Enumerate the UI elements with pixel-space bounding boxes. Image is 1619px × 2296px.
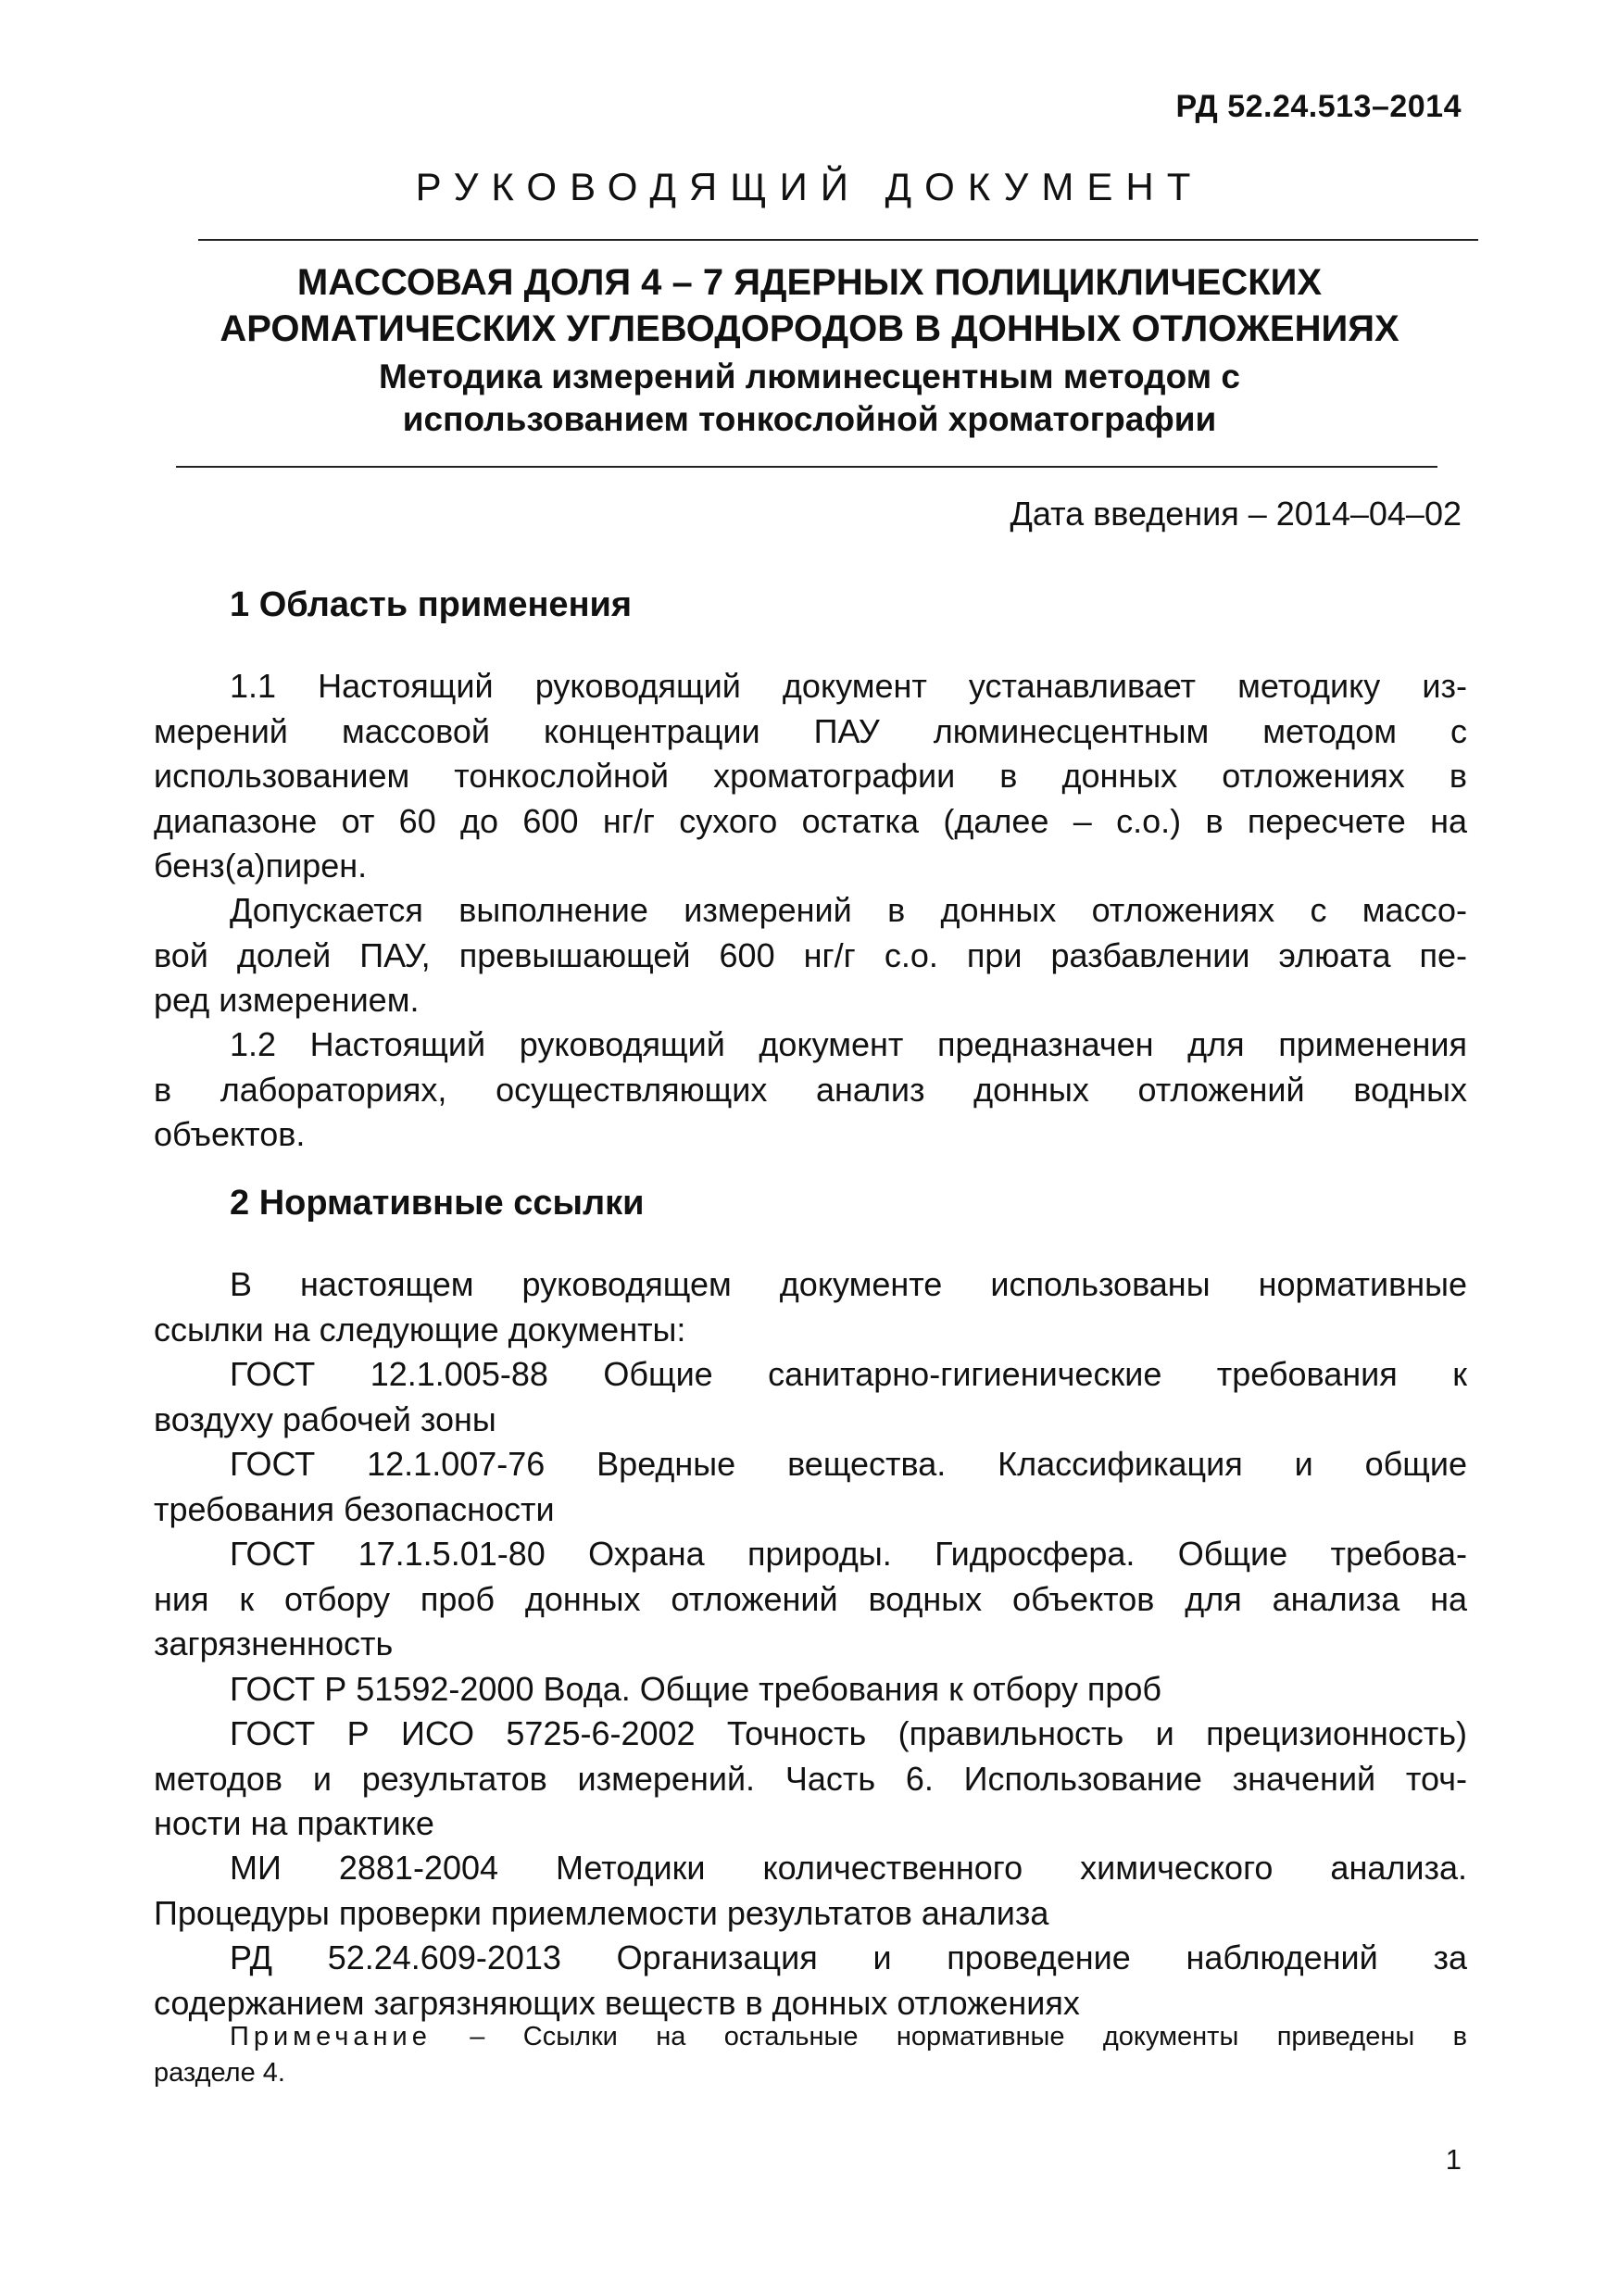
paragraph-line: 1.2 Настоящий руководящий документ предназначен для применения (230, 1025, 1467, 1063)
reference-line: ГОСТ 12.1.007-76 Вредные вещества. Классификация и общие (230, 1445, 1467, 1483)
reference-gost-r-51592 (154, 1667, 1467, 1713)
reference-line: ГОСТ 12.1.005-88 Общие санитарно-гигиенические требования к (230, 1355, 1467, 1393)
document-subtitle (0, 356, 1619, 441)
paragraph-line: диапазоне от 60 до 600 нг/г сухого остатка (далее – с.о.) в пересчете на (154, 801, 1467, 840)
reference-line: ности на практике (154, 1804, 434, 1842)
reference-line: требования безопасности (154, 1489, 555, 1528)
reference-gost-17-1-5-01 (154, 1532, 1467, 1667)
page-number: 1 (1445, 2143, 1462, 2176)
note-second-line: разделе 4. (154, 2058, 285, 2088)
top-divider (198, 239, 1478, 241)
title-line: МАССОВАЯ ДОЛЯ 4 – 7 ЯДЕРНЫХ ПОЛИЦИКЛИЧЕСКИХ (296, 262, 1323, 303)
paragraph-line: в лабораториях, осуществляющих анализ донных отложений водных (154, 1070, 1467, 1109)
reference-line: загрязненность (154, 1625, 394, 1662)
reference-line: ГОСТ 17.1.5.01-80 Охрана природы. Гидросфера. Общие требова- (230, 1535, 1467, 1573)
paragraph-line: вой долей ПАУ, превышающей 600 нг/г с.о. при разбавлении элюата пе- (154, 935, 1467, 974)
note-label: Примечание (230, 2022, 432, 2051)
reference-mi-2881 (154, 1846, 1467, 1936)
paragraph-line: ред измерением. (154, 981, 420, 1019)
document-kind: РУКОВОДЯЩИЙ ДОКУМЕНТ (415, 165, 1204, 208)
document-code: РД 52.24.513–2014 (1175, 89, 1462, 124)
note (154, 2019, 1467, 2091)
paragraph-line: использованием тонкослойной хроматографии в донных отложениях в (154, 757, 1467, 795)
title-divider (176, 466, 1437, 468)
document-title (0, 259, 1619, 352)
paragraph-line: объектов. (154, 1115, 306, 1153)
section-2-intro (154, 1262, 1467, 1352)
note-text: – Ссылки на остальные нормативные документы приведены в (431, 2022, 1467, 2051)
reference-line: Процедуры проверки приемлемости результатов анализа (154, 1893, 1049, 1932)
section-1-paragraph-2 (154, 888, 1467, 1023)
subtitle-line: использованием тонкослойной хроматографии (402, 400, 1217, 438)
introduction-date: Дата введения – 2014–04–02 (1010, 495, 1462, 533)
reference-line: воздуху рабочей зоны (154, 1399, 496, 1438)
reference-gost-r-iso-5725-6 (154, 1712, 1467, 1847)
paragraph-line: мерений массовой концентрации ПАУ люминесцентным методом с (154, 711, 1467, 750)
paragraph-line: В настоящем руководящем документе использованы нормативные (230, 1265, 1467, 1303)
paragraph-line: 1.1 Настоящий руководящий документ устанавливает методику из- (230, 667, 1467, 705)
paragraph-line: бенз(а)пирен. (154, 847, 368, 885)
reference-gost-12-1-005 (154, 1352, 1467, 1442)
reference-line: МИ 2881-2004 Методики количественного химического анализа. (230, 1849, 1467, 1887)
paragraph-line: ссылки на следующие документы: (154, 1310, 686, 1349)
paragraph-line: Допускается выполнение измерений в донных отложениях с массо- (230, 891, 1467, 929)
note-first-line (154, 2019, 1467, 2055)
section-1-paragraph-1 (154, 664, 1467, 889)
reference-gost-12-1-007 (154, 1442, 1467, 1532)
reference-line: методов и результатов измерений. Часть 6. Использование значений точ- (154, 1759, 1467, 1798)
reference-line: РД 52.24.609-2013 Организация и проведение наблюдений за (230, 1938, 1467, 1976)
reference-line: ГОСТ Р 51592-2000 Вода. Общие требования к отбору проб (230, 1670, 1161, 1708)
reference-line: ния к отбору проб донных отложений водных объектов для анализа на (154, 1579, 1467, 1618)
section-2-heading: 2 Нормативные ссылки (230, 1184, 645, 1223)
subtitle-line: Методика измерений люминесцентным методом с (379, 358, 1240, 395)
reference-line: ГОСТ Р ИСО 5725-6-2002 Точность (правильность и прецизионность) (230, 1714, 1467, 1752)
title-line: АРОМАТИЧЕСКИХ УГЛЕВОДОРОДОВ В ДОННЫХ ОТЛОЖЕНИЯХ (220, 308, 1399, 349)
section-1-heading: 1 Область применения (230, 585, 633, 624)
reference-line: содержанием загрязняющих веществ в донных отложениях (154, 1983, 1080, 2022)
section-1-paragraph-3 (154, 1023, 1467, 1158)
reference-rd-52-24-609 (154, 1936, 1467, 2026)
